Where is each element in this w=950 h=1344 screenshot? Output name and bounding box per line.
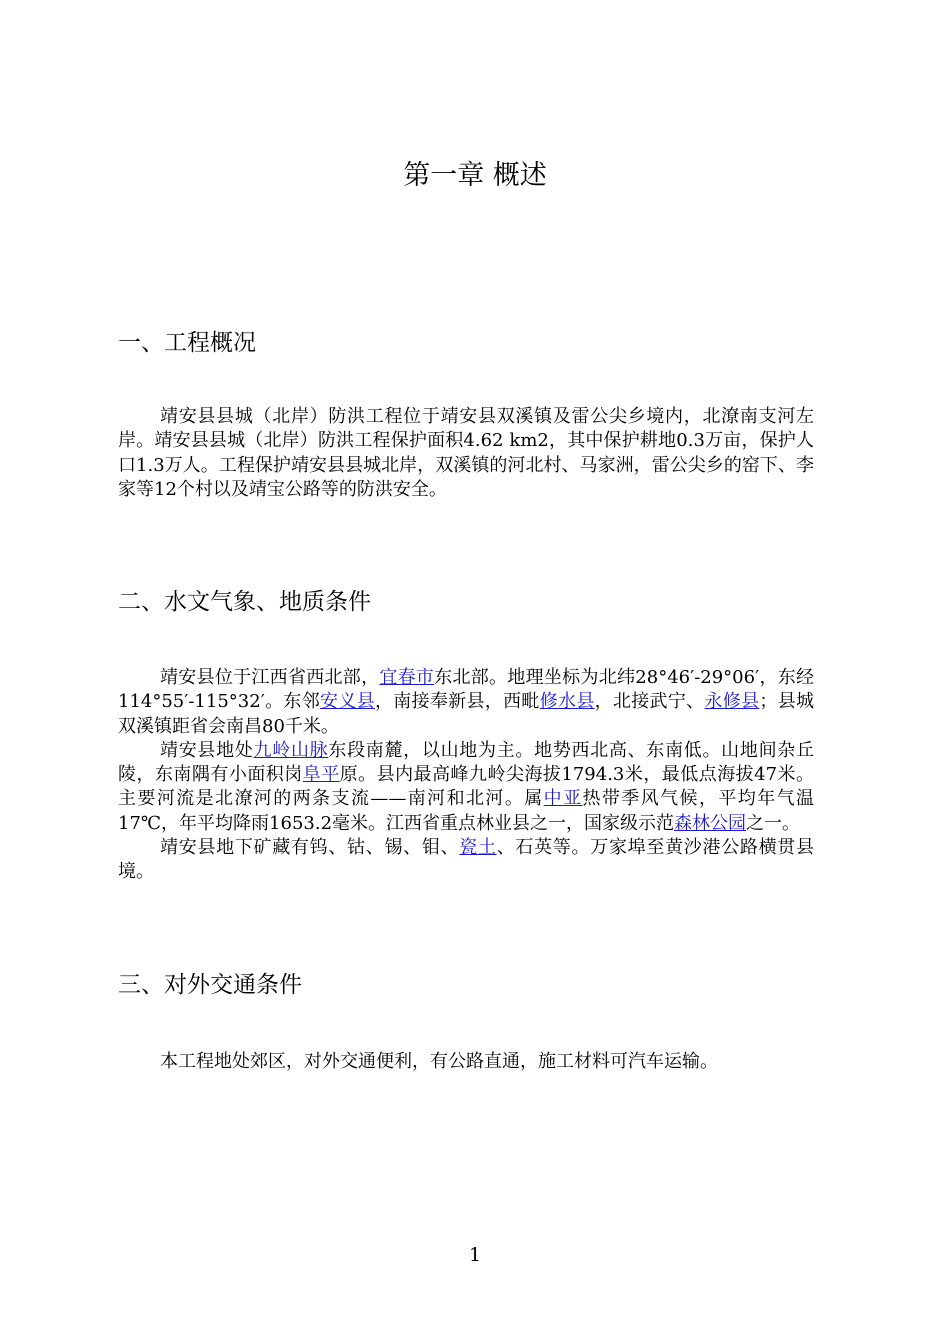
section-body-project-overview xyxy=(118,405,814,502)
link-yichun[interactable]: 宜春市 xyxy=(379,667,435,688)
text-run: ；县城双溪镇距省会南昌80千米。 xyxy=(118,691,815,737)
text-run: ，北接武宁、 xyxy=(594,691,705,713)
text-run: 东北部。地理坐标为北纬28°46′-29°06′，东经114°55′-115°32′。东邻 xyxy=(118,667,815,713)
chapter-title: 第一章 概述 xyxy=(403,160,547,191)
text-run: 之一。 xyxy=(746,812,801,834)
paragraph: 本工程地处郊区，对外交通便利，有公路直通，施工材料可汽车运输。 xyxy=(160,1051,718,1072)
text-run: 原。县内最高峰九岭尖海拔1794.3米，最低点海拔47米。主要河流是北潦河的两条支流——南河和北河。属 xyxy=(118,764,815,810)
text-run: 东段南麓，以山地为主。地势西北高、东南低。山地间杂丘陵，东南隅有小面积岗 xyxy=(118,739,815,786)
section-body-hydrology-geology xyxy=(118,666,814,885)
link-porcelain-clay[interactable]: 瓷土 xyxy=(459,837,497,859)
paragraph: 靖安县县城（北岸）防洪工程位于靖安县双溪镇及雷公尖乡境内，北潦南支河左岸。靖安县县城（北岸）防洪工程保护面积4.62 km2，其中保护耕地0.3万亩，保护人口1.3万人。工程保护靖安县县城北岸，双溪镇的河北村、马家洲，雷公尖乡的窑下、李家等12个村以及靖宝公路等的防洪安全。 xyxy=(118,406,814,500)
page-number: 1 xyxy=(468,1244,482,1266)
text-run: 靖安县位于江西省西北部， xyxy=(160,667,380,688)
text-run: 靖安县地处 xyxy=(160,739,254,761)
link-jiuling-mountains[interactable]: 九岭山脉 xyxy=(253,739,329,761)
paragraph-minerals xyxy=(118,836,814,885)
link-xiushui[interactable]: 修水县 xyxy=(539,691,595,713)
link-fuping[interactable]: 阜平 xyxy=(302,764,340,786)
section-heading-project-overview: 一、工程概况 xyxy=(118,330,256,356)
link-yongxiu[interactable]: 永修县 xyxy=(704,691,760,713)
link-forest-park[interactable]: 森林公园 xyxy=(674,812,747,834)
paragraph-terrain xyxy=(118,739,814,836)
paragraph-location xyxy=(118,666,814,739)
section-body-transport xyxy=(118,1050,814,1074)
link-anyi[interactable]: 安义县 xyxy=(320,691,375,713)
text-run: 、石英等。万家埠至黄沙港公路横贯县境。 xyxy=(118,837,815,883)
link-subtropical[interactable]: 中亚 xyxy=(543,788,583,810)
text-run: 靖安县地下矿藏有钨、钴、锡、钼、 xyxy=(160,837,460,859)
text-run: ，南接奉新县，西毗 xyxy=(374,691,540,713)
section-heading-transport: 三、对外交通条件 xyxy=(118,972,302,998)
text-run: 热带季风气候，平均年气温17℃，年平均降雨1653.2毫米。江西省重点林业县之一，国家级示范 xyxy=(118,788,815,834)
section-heading-hydrology-geology: 二、水文气象、地质条件 xyxy=(118,589,371,615)
